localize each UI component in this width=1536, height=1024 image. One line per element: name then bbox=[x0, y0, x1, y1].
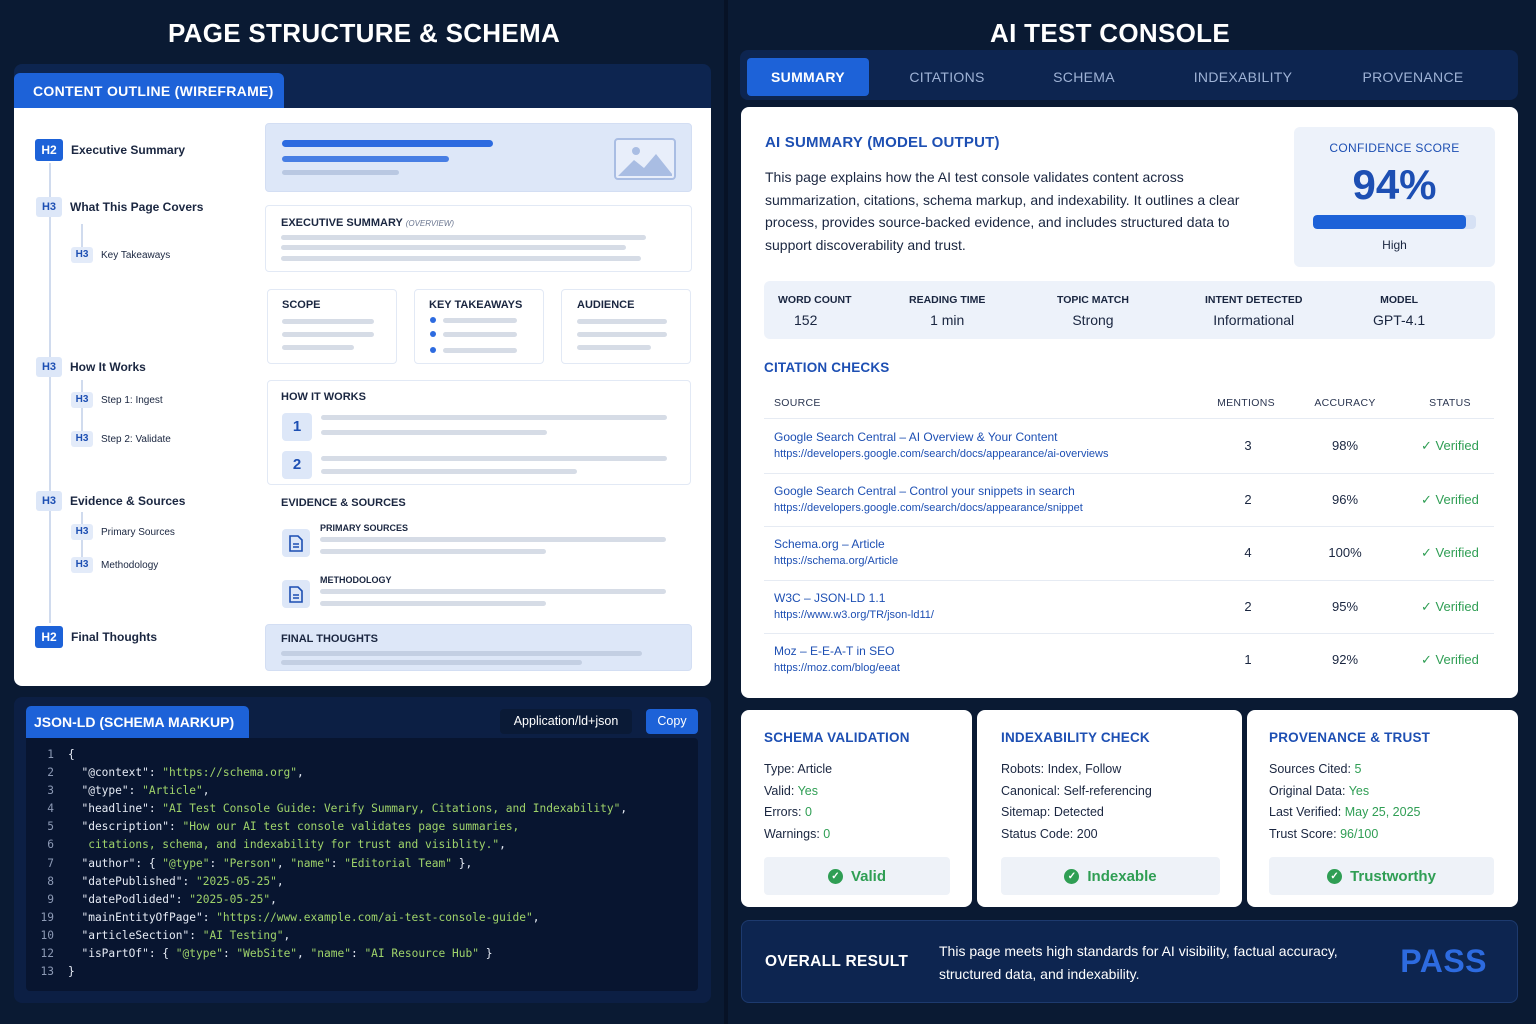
heading-level-badge: H3 bbox=[71, 524, 93, 540]
wireframe-title-bar bbox=[282, 140, 493, 147]
step-number: 2 bbox=[282, 451, 312, 479]
provenance-details bbox=[1269, 759, 1421, 846]
detail-row: Original Data: Yes bbox=[1269, 783, 1370, 798]
code-token: : bbox=[350, 947, 365, 961]
code-line bbox=[26, 764, 698, 782]
tree-line bbox=[49, 163, 51, 623]
stat-value: Informational bbox=[1213, 312, 1295, 328]
detail-row: Canonical: Self-referencing bbox=[1001, 783, 1152, 798]
code-token: "articleSection": bbox=[68, 928, 203, 942]
outline-item-label: Step 2: Validate bbox=[101, 433, 171, 445]
line-number: 5 bbox=[47, 820, 54, 834]
tab-citations[interactable]: CITATIONS bbox=[909, 69, 985, 85]
outline-item-label: Key Takeaways bbox=[101, 249, 171, 261]
provenance-title: PROVENANCE & TRUST bbox=[1269, 730, 1431, 745]
indexability-title: INDEXABILITY CHECK bbox=[1001, 730, 1150, 745]
stat-label: WORD COUNT bbox=[778, 294, 852, 306]
document-icon bbox=[282, 529, 310, 557]
heading-level-badge: H3 bbox=[71, 431, 93, 447]
citation-mentions: 4 bbox=[1244, 545, 1252, 560]
citation-accuracy: 95% bbox=[1331, 598, 1359, 614]
wireframe-subsection-title: PRIMARY SOURCES bbox=[320, 523, 409, 533]
code-string: citations, schema, and indexability for trust and visiblity." bbox=[68, 838, 500, 852]
wireframe-text-bar bbox=[281, 651, 642, 656]
citation-row[interactable] bbox=[764, 420, 1494, 474]
outline-item-how-it-works[interactable] bbox=[36, 357, 146, 377]
code-token: } bbox=[68, 965, 75, 979]
confidence-progress-fill bbox=[1313, 215, 1466, 229]
detail-row: Robots: Index, Follow bbox=[1001, 762, 1122, 776]
citation-source-title[interactable]: Moz – E-E-A-T in SEO bbox=[774, 644, 895, 658]
code-line bbox=[26, 782, 698, 800]
code-string: "2025-05-25" bbox=[195, 874, 277, 888]
detail-row: Sitemap: Detected bbox=[1001, 805, 1104, 820]
wireframe-section-title: KEY TAKEAWAYS bbox=[429, 299, 523, 311]
content-outline-header[interactable]: CONTENT OUTLINE (WIREFRAME) bbox=[14, 73, 284, 108]
code-string: "Article" bbox=[142, 784, 203, 798]
content-type-label: Application/ld+json bbox=[500, 709, 632, 734]
citation-source-url[interactable]: https://developers.google.com/search/docs/appearance/snippet bbox=[774, 501, 1083, 514]
line-number: 1 bbox=[47, 748, 54, 761]
confidence-score-label: CONFIDENCE SCORE bbox=[1329, 141, 1460, 155]
citation-mentions: 2 bbox=[1244, 598, 1252, 614]
wireframe-text-bar bbox=[321, 430, 547, 435]
outline-item-executive-summary[interactable] bbox=[35, 139, 185, 161]
wireframe-section-title: EXECUTIVE SUMMARY (OVERVIEW) bbox=[281, 217, 455, 229]
ai-summary-title: AI SUMMARY (MODEL OUTPUT) bbox=[765, 134, 1000, 151]
stat-label: INTENT DETECTED bbox=[1205, 294, 1303, 306]
outline-item-step-1[interactable] bbox=[71, 392, 163, 408]
line-number: 4 bbox=[47, 802, 54, 816]
tab-summary[interactable]: SUMMARY bbox=[747, 58, 869, 96]
schema-validation-card bbox=[741, 710, 972, 907]
citation-row[interactable] bbox=[764, 581, 1494, 635]
citation-source[interactable] bbox=[774, 644, 900, 674]
wireframe-text-bar bbox=[282, 319, 374, 324]
indexable-badge: ✓ Indexable bbox=[1001, 857, 1220, 895]
check-circle-icon: ✓ bbox=[1327, 869, 1342, 884]
code-token: "description": bbox=[68, 820, 183, 834]
bullet-dot bbox=[430, 331, 436, 337]
line-number: 19 bbox=[40, 910, 54, 924]
detail-row: Trust Score: 96/100 bbox=[1269, 827, 1379, 842]
wireframe-executive-summary bbox=[265, 205, 692, 272]
code-token: , bbox=[202, 784, 210, 798]
code-token: }, bbox=[452, 856, 473, 870]
column-header-accuracy: ACCURACY bbox=[1314, 397, 1376, 409]
checkmark-icon: ✓ bbox=[1421, 491, 1432, 507]
code-line bbox=[26, 891, 698, 909]
wireframe-section-title: EVIDENCE & SOURCES bbox=[281, 497, 406, 509]
column-header-status: STATUS bbox=[1429, 397, 1471, 409]
left-panel-title: PAGE STRUCTURE & SCHEMA bbox=[167, 18, 561, 48]
wireframe-audience bbox=[561, 289, 691, 364]
confidence-progress-track bbox=[1313, 215, 1476, 229]
wireframe-text-bar bbox=[282, 332, 374, 337]
citation-source-title[interactable]: Google Search Central – AI Overview & Your Content bbox=[774, 430, 1058, 444]
wireframe-text-bar bbox=[320, 589, 666, 594]
wireframe-section-subtitle: (OVERVIEW) bbox=[405, 219, 455, 228]
wireframe-text-bar bbox=[577, 319, 667, 324]
citation-source-title[interactable]: W3C – JSON-LD 1.1 bbox=[774, 590, 886, 605]
jsonld-code-block[interactable] bbox=[26, 738, 698, 991]
outline-item-key-takeaways[interactable] bbox=[71, 247, 170, 263]
detail-row: Type: Article bbox=[764, 762, 833, 776]
checkmark-icon: ✓ bbox=[1421, 652, 1432, 667]
wireframe-text-bar bbox=[281, 245, 626, 250]
code-token: "datePublished": bbox=[68, 874, 196, 888]
wireframe-text-bar bbox=[282, 345, 354, 350]
line-number: 13 bbox=[40, 965, 54, 979]
line-number: 7 bbox=[47, 856, 54, 870]
wireframe-section-title: SCOPE bbox=[282, 299, 321, 311]
step-number: 1 bbox=[282, 413, 312, 441]
check-circle-icon: ✓ bbox=[828, 869, 843, 884]
citation-mentions: 3 bbox=[1244, 438, 1252, 453]
line-number: 3 bbox=[47, 784, 54, 798]
heading-level-badge: H2 bbox=[35, 139, 63, 161]
checkmark-icon: ✓ bbox=[1421, 598, 1432, 614]
code-token: , bbox=[276, 874, 284, 888]
citation-mentions: 1 bbox=[1244, 652, 1252, 667]
code-string: "AI Test Console Guide: Verify Summary, Citations, and Indexability" bbox=[162, 802, 621, 816]
stat-value: GPT-4.1 bbox=[1373, 312, 1426, 328]
code-token: , bbox=[297, 766, 304, 780]
code-string: "name" bbox=[310, 947, 351, 961]
code-line bbox=[26, 746, 698, 764]
line-number: 12 bbox=[40, 947, 54, 961]
checkmark-icon: ✓ bbox=[1421, 545, 1432, 560]
indexability-details bbox=[1001, 759, 1152, 846]
stat-intent-detected bbox=[1205, 294, 1302, 328]
code-token: , bbox=[620, 802, 628, 816]
citation-status: ✓ Verified bbox=[1421, 438, 1479, 453]
column-header-source: SOURCE bbox=[774, 397, 821, 409]
wireframe-text-bar bbox=[281, 256, 641, 261]
wireframe-subsection-title: METHODOLOGY bbox=[320, 575, 392, 585]
stat-model bbox=[1373, 294, 1425, 328]
wireframe-how-it-works bbox=[267, 380, 691, 485]
code-string: "name" bbox=[290, 856, 331, 870]
citation-mentions: 2 bbox=[1244, 491, 1252, 507]
outline-item-methodology[interactable] bbox=[71, 557, 158, 573]
checkmark-icon: ✓ bbox=[1421, 438, 1432, 453]
heading-level-badge: H3 bbox=[36, 491, 62, 511]
code-string: "@type" bbox=[175, 947, 223, 961]
wireframe-title-bar bbox=[282, 156, 449, 162]
code-line bbox=[26, 945, 698, 963]
outline-item-label: Final Thoughts bbox=[71, 630, 157, 644]
outline-item-label: Primary Sources bbox=[101, 526, 175, 538]
wireframe-text-bar bbox=[443, 318, 517, 323]
schema-valid-badge: ✓ Valid bbox=[764, 857, 950, 895]
code-line bbox=[26, 873, 698, 891]
jsonld-header[interactable]: JSON-LD (SCHEMA MARKUP) bbox=[26, 706, 249, 738]
right-panel-title: AI TEST CONSOLE bbox=[990, 18, 1230, 48]
code-token: , bbox=[283, 928, 291, 942]
schema-validation-title: SCHEMA VALIDATION bbox=[764, 730, 910, 745]
detail-row: Warnings: 0 bbox=[764, 827, 831, 842]
wireframe-section-title: FINAL THOUGHTS bbox=[281, 633, 378, 645]
wireframe-text-bar bbox=[320, 601, 546, 606]
code-token: { bbox=[68, 748, 75, 761]
wireframe-scope bbox=[267, 289, 397, 364]
code-token: "@type": bbox=[68, 784, 143, 798]
stat-topic-match bbox=[1057, 294, 1129, 328]
line-number: 2 bbox=[47, 766, 54, 780]
detail-row: Sources Cited: 5 bbox=[1269, 762, 1362, 776]
citation-status: ✓ Verified bbox=[1421, 491, 1479, 507]
code-line bbox=[26, 836, 698, 854]
citation-accuracy: 92% bbox=[1331, 652, 1359, 667]
wireframe-key-takeaways bbox=[414, 289, 544, 364]
outline-item-label: Executive Summary bbox=[71, 143, 186, 157]
citation-row[interactable] bbox=[764, 634, 1494, 688]
citation-status: ✓ Verified bbox=[1421, 598, 1479, 614]
wireframe-text-bar bbox=[282, 170, 399, 175]
outline-item-label: Step 1: Ingest bbox=[101, 394, 163, 406]
code-token: , bbox=[270, 892, 277, 906]
wireframe-text-bar bbox=[320, 537, 666, 542]
tab-schema[interactable]: SCHEMA bbox=[1053, 69, 1115, 85]
line-number: 6 bbox=[47, 838, 54, 852]
code-line bbox=[26, 800, 698, 818]
line-number: 10 bbox=[40, 928, 54, 942]
code-token: "@context": bbox=[68, 766, 163, 780]
citation-source[interactable] bbox=[774, 484, 1083, 514]
citation-row[interactable] bbox=[764, 474, 1494, 528]
outline-item-primary-sources[interactable] bbox=[71, 524, 175, 540]
citation-accuracy: 96% bbox=[1331, 491, 1359, 507]
citation-source[interactable] bbox=[774, 591, 934, 621]
confidence-rating: High bbox=[1382, 238, 1407, 252]
code-token: "author": { bbox=[68, 856, 163, 870]
code-line bbox=[26, 855, 698, 873]
code-token: : bbox=[209, 856, 223, 870]
wireframe-section-title: HOW IT WORKS bbox=[281, 391, 366, 403]
stat-label: MODEL bbox=[1380, 294, 1419, 306]
code-line bbox=[26, 909, 698, 927]
code-token: , bbox=[276, 856, 291, 870]
overall-result-text: This page meets high standards for AI visibility, factual accuracy, structured data, and indexability. bbox=[939, 943, 1338, 982]
code-string: "How our AI test console validates page summaries, bbox=[182, 820, 520, 834]
wireframe-final-thoughts bbox=[265, 624, 692, 671]
wireframe-text-bar bbox=[443, 332, 517, 337]
citation-checks-title: CITATION CHECKS bbox=[764, 360, 890, 375]
citation-accuracy: 98% bbox=[1331, 438, 1359, 453]
heading-level-badge: H3 bbox=[71, 557, 93, 573]
code-token: "isPartOf": { bbox=[68, 947, 176, 961]
stat-reading-time bbox=[909, 294, 985, 328]
stat-label: READING TIME bbox=[909, 294, 986, 306]
stat-value: 152 bbox=[794, 312, 818, 328]
stat-label: TOPIC MATCH bbox=[1057, 294, 1129, 306]
code-lines bbox=[26, 738, 698, 981]
stat-word-count bbox=[778, 294, 852, 328]
outline-item-what-this-page-covers[interactable] bbox=[36, 197, 203, 217]
wireframe-text-bar bbox=[577, 332, 667, 337]
detail-row: Status Code: 200 bbox=[1001, 827, 1098, 842]
heading-level-badge: H3 bbox=[36, 357, 62, 377]
outline-item-label: Evidence & Sources bbox=[70, 494, 186, 508]
code-string: "AI Testing" bbox=[202, 928, 284, 942]
code-token: , bbox=[297, 947, 311, 961]
detail-row: Last Verified: May 25, 2025 bbox=[1269, 805, 1421, 820]
citation-source[interactable] bbox=[774, 537, 898, 567]
detail-row: Errors: 0 bbox=[764, 805, 812, 820]
outline-item-label: How It Works bbox=[70, 360, 146, 374]
citation-source[interactable] bbox=[774, 430, 1108, 460]
column-header-mentions: MENTIONS bbox=[1217, 397, 1275, 409]
wireframe-text-bar bbox=[321, 415, 667, 420]
citation-accuracy: 100% bbox=[1328, 545, 1362, 560]
copy-button[interactable]: Copy bbox=[646, 709, 698, 734]
check-circle-icon: ✓ bbox=[1064, 869, 1079, 884]
code-string: "AI Resource Hub" bbox=[364, 947, 479, 961]
code-token: "datePodlided": bbox=[68, 892, 190, 906]
heading-level-badge: H2 bbox=[35, 626, 63, 648]
ai-summary-text: This page explains how the AI test console validates content across summarization, citations, schema markup, and indexability. It outlines a clear process, provides source-backed evidence, and includes structured data to support discoverability and trust. bbox=[765, 169, 1240, 254]
heading-level-badge: H3 bbox=[71, 247, 93, 263]
code-token: , bbox=[532, 910, 540, 924]
schema-validation-details bbox=[764, 759, 832, 846]
code-string: "Person" bbox=[222, 856, 277, 870]
citation-source-url[interactable]: https://developers.google.com/search/docs/appearance/ai-overviews bbox=[774, 448, 1109, 460]
tab-provenance[interactable]: PROVENANCE bbox=[1362, 69, 1464, 85]
code-line bbox=[26, 927, 698, 945]
outline-item-label: What This Page Covers bbox=[70, 200, 204, 214]
citation-source-url[interactable]: https://schema.org/Article bbox=[774, 555, 899, 567]
code-string: "@type" bbox=[162, 856, 210, 870]
stat-value: Strong bbox=[1072, 312, 1114, 328]
wireframe-section-title: AUDIENCE bbox=[577, 299, 635, 311]
confidence-score-value: 94% bbox=[1352, 161, 1437, 208]
heading-level-badge: H3 bbox=[36, 197, 62, 217]
code-line bbox=[26, 963, 698, 981]
code-token: "mainEntityOfPage": bbox=[68, 910, 217, 924]
code-token: : bbox=[330, 856, 345, 870]
bullet-dot bbox=[430, 317, 436, 323]
outline-item-final-thoughts[interactable] bbox=[35, 626, 157, 648]
citation-status: ✓ Verified bbox=[1421, 545, 1479, 560]
detail-row: Valid: Yes bbox=[764, 783, 818, 798]
outline-item-label: Methodology bbox=[101, 559, 159, 571]
code-string: "Editorial Team" bbox=[344, 856, 452, 870]
citation-source-title[interactable]: Schema.org – Article bbox=[774, 537, 885, 551]
wireframe-text-bar bbox=[443, 348, 517, 353]
overall-result-value: PASS bbox=[1400, 943, 1487, 979]
outline-item-evidence-sources[interactable] bbox=[36, 491, 185, 511]
code-string: "2025-05-25" bbox=[189, 892, 271, 906]
code-token: : bbox=[222, 947, 237, 961]
wireframe-text-bar bbox=[281, 660, 582, 665]
wireframe-text-bar bbox=[321, 456, 667, 461]
code-string: "WebSite" bbox=[236, 947, 298, 961]
citation-row[interactable] bbox=[764, 527, 1494, 581]
wireframe-text-bar bbox=[281, 235, 646, 240]
citation-source-title[interactable]: Google Search Central – Control your snippets in search bbox=[774, 483, 1075, 498]
stat-value: 1 min bbox=[930, 312, 965, 328]
wireframe-text-bar bbox=[321, 469, 577, 474]
code-string: "https://www.example.com/ai-test-console-guide" bbox=[216, 910, 533, 924]
line-number: 8 bbox=[47, 874, 54, 888]
code-string: "https://schema.org" bbox=[162, 766, 298, 780]
wireframe-text-bar bbox=[320, 549, 546, 554]
image-placeholder-icon bbox=[614, 138, 676, 180]
citation-source-url[interactable]: https://www.w3.org/TR/json-ld11/ bbox=[774, 608, 934, 621]
citation-source-url[interactable]: https://moz.com/blog/eeat bbox=[774, 662, 900, 674]
panel-divider bbox=[724, 0, 728, 1024]
code-token: , bbox=[499, 838, 506, 852]
trustworthy-badge: ✓ Trustworthy bbox=[1269, 857, 1494, 895]
heading-level-badge: H3 bbox=[71, 392, 93, 408]
provenance-card bbox=[1247, 710, 1518, 907]
wireframe-hero bbox=[265, 123, 692, 192]
overall-result-label: OVERALL RESULT bbox=[765, 953, 909, 970]
wireframe-text-bar bbox=[577, 345, 651, 350]
tree-line bbox=[81, 380, 83, 438]
document-icon bbox=[282, 580, 310, 608]
citation-table-header bbox=[764, 388, 1494, 419]
code-token: "headline": bbox=[68, 802, 163, 816]
indexability-card bbox=[977, 710, 1242, 907]
citation-status: ✓ Verified bbox=[1421, 652, 1479, 667]
summary-stats-bar bbox=[764, 281, 1495, 339]
outline-item-step-2[interactable] bbox=[71, 431, 171, 447]
confidence-score-card bbox=[1294, 127, 1495, 267]
line-number: 9 bbox=[47, 892, 54, 906]
code-token: } bbox=[478, 947, 493, 961]
code-line bbox=[26, 818, 698, 836]
bullet-dot bbox=[430, 347, 436, 353]
tab-indexability[interactable]: INDEXABILITY bbox=[1193, 69, 1293, 85]
overall-result-panel bbox=[741, 920, 1518, 1003]
